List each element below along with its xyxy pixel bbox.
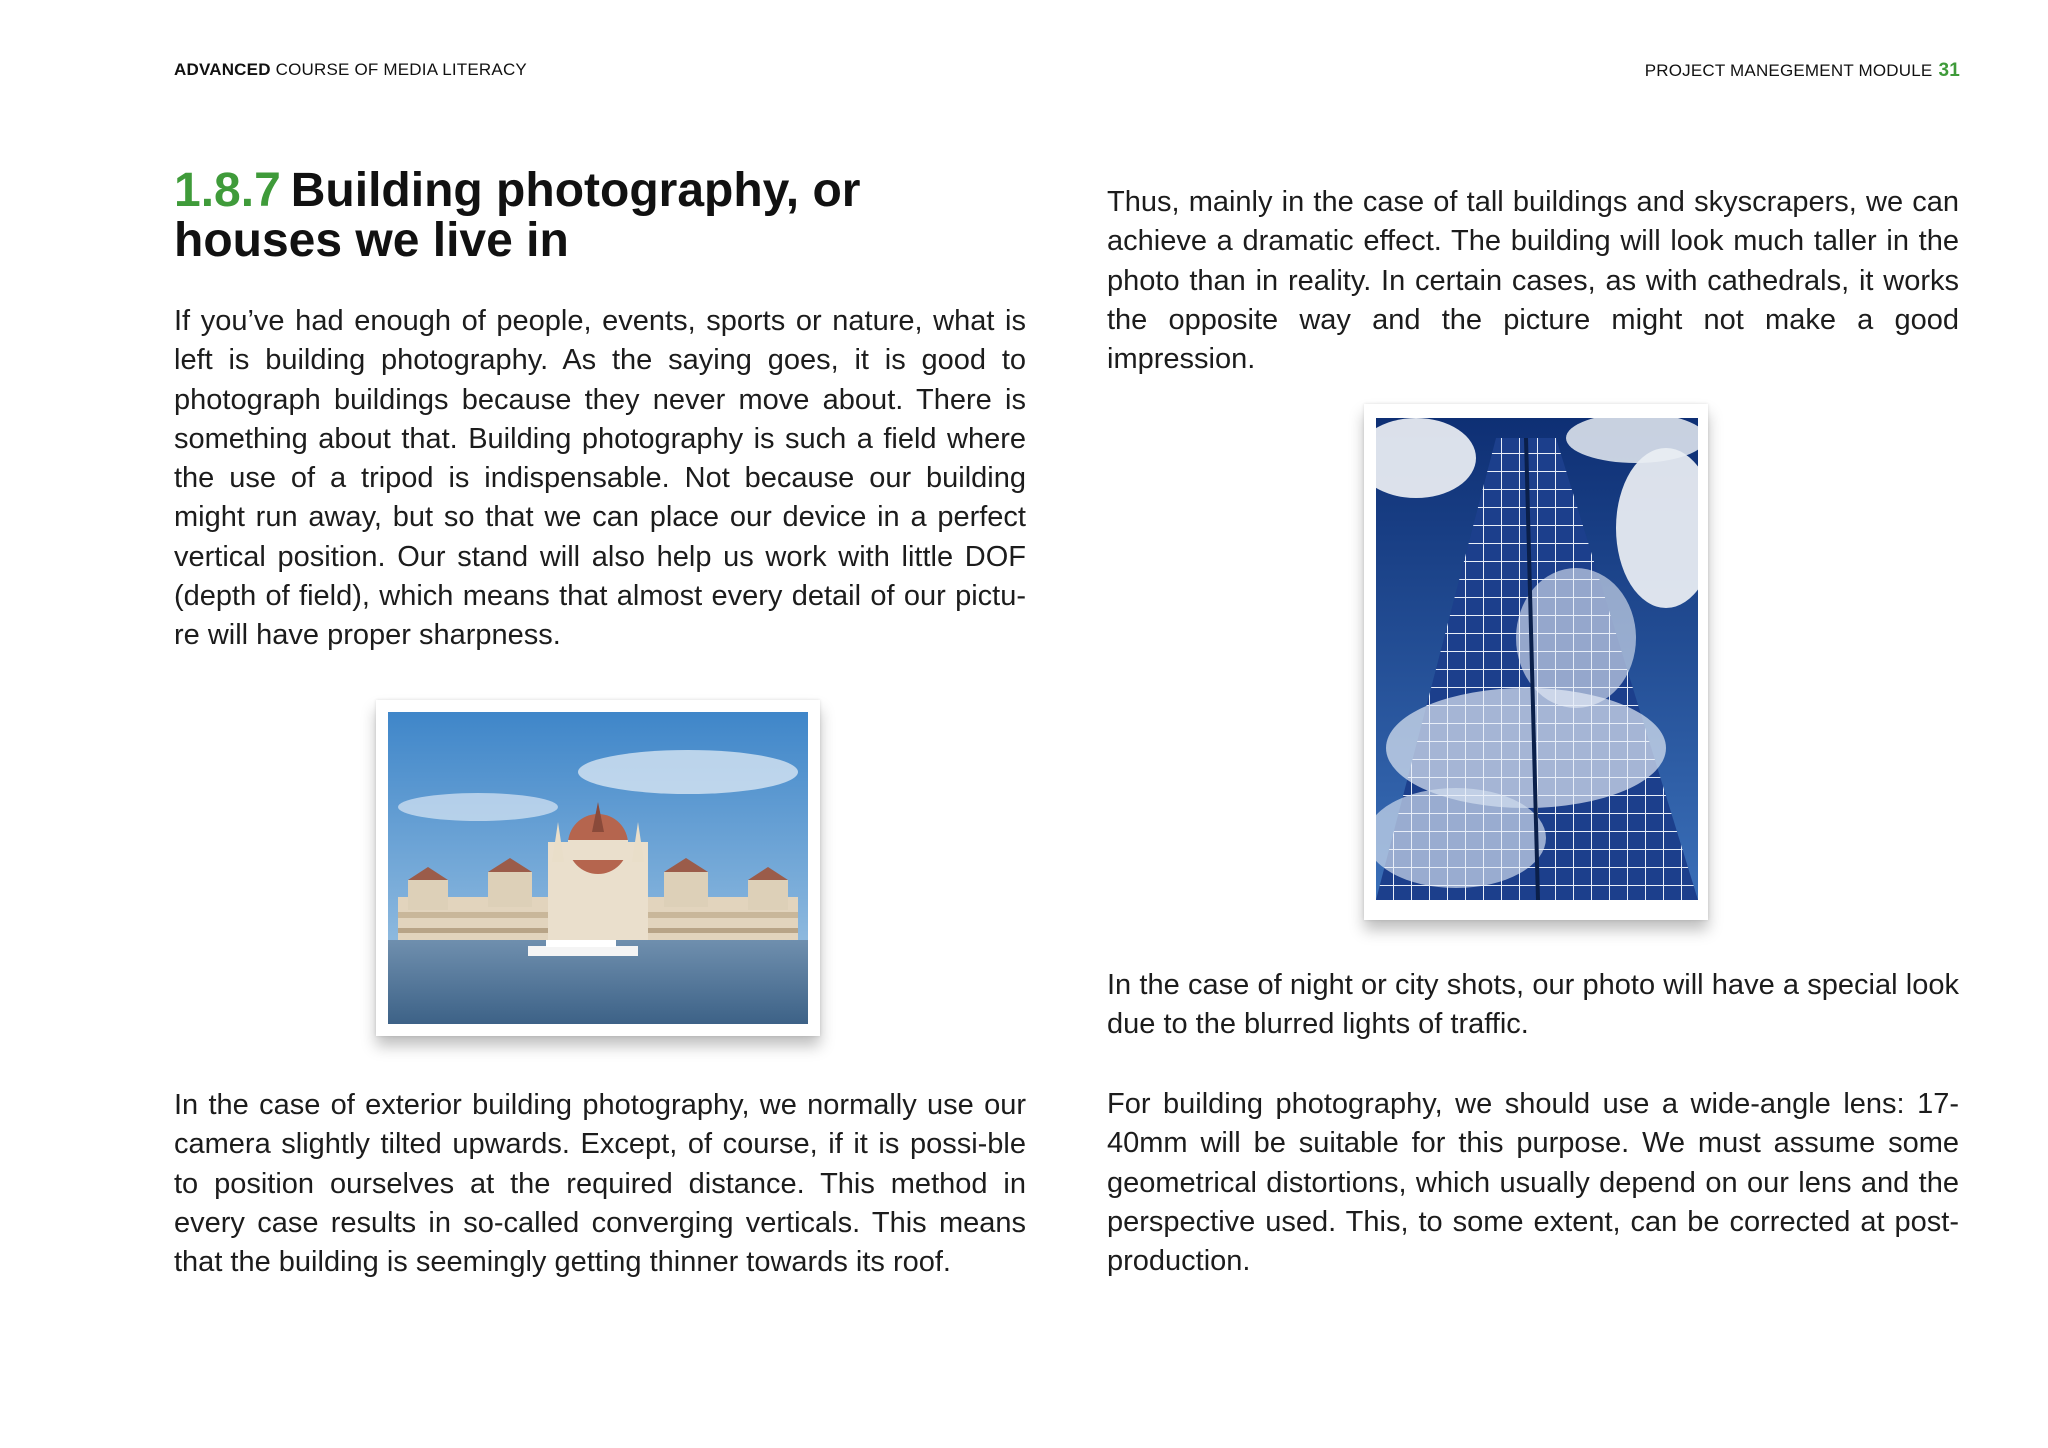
section-heading: [174, 166, 1034, 266]
header-course-name: COURSE OF MEDIA LITERACY: [275, 60, 527, 79]
skyscraper-image: [1376, 418, 1698, 900]
paragraph-text: Thus, mainly in the case of tall buildings and skyscrapers, we can achieve a dramatic effect. The building will look much taller in the photo than in reality. In certain cases, as with cathedrals, it works the opposite way and the picture might not make a good impression.: [1107, 186, 1959, 376]
page-number: 31: [1938, 60, 1960, 81]
skyscraper-photo: [1364, 404, 1708, 920]
paragraph-lens: [1107, 1085, 1959, 1281]
running-header-left: [174, 60, 527, 80]
paragraph-dramatic-effect: [1107, 183, 1959, 379]
paragraph-text: If you’ve had enough of people, events, sports or nature, what is left is building photography. As the saying goes, it is good to photograph buildings because they never move about. There is something about that. Building photography is such a field where the use of a tripod is indispensable. Not because our building might run away, but so that we can place our device in a perfect vertical position. Our stand will also help us work with little DOF (depth of field), which means that almost every detail of our pictu-re will have proper sharpness.: [174, 305, 1026, 652]
header-module-name: PROJECT MANEGEMENT MODULE: [1644, 61, 1933, 80]
paragraph-intro: [174, 302, 1026, 656]
paragraph-text: In the case of night or city shots, our photo will have a special look due to the blurred lights of traffic.: [1107, 969, 1959, 1041]
section-number: 1.8.7: [174, 164, 281, 217]
header-course-level: ADVANCED: [174, 60, 271, 79]
paragraph-exterior: [174, 1086, 1026, 1282]
running-header-right: [1645, 60, 1960, 82]
section-title: Building photography, or houses we live in: [174, 164, 861, 267]
paragraph-night-shots: [1107, 966, 1959, 1045]
paragraph-text: For building photography, we should use a wide-angle lens: 17-40mm will be suitable for this purpose. We must assume some geometrical distortions, which usually depend on our lens and the perspective used. This, to some extent, can be corrected at post-production.: [1107, 1088, 1959, 1278]
parliament-image: [388, 712, 808, 1024]
parliament-building-photo: [376, 700, 820, 1036]
paragraph-text: In the case of exterior building photography, we normally use our camera slightly tilted upwards. Except, of course, if it is possi-ble to position ourselves at the required distance. This method in every case results in so-called converging verticals. This means that the building is seemingly getting thinner towards its roof.: [174, 1089, 1026, 1279]
